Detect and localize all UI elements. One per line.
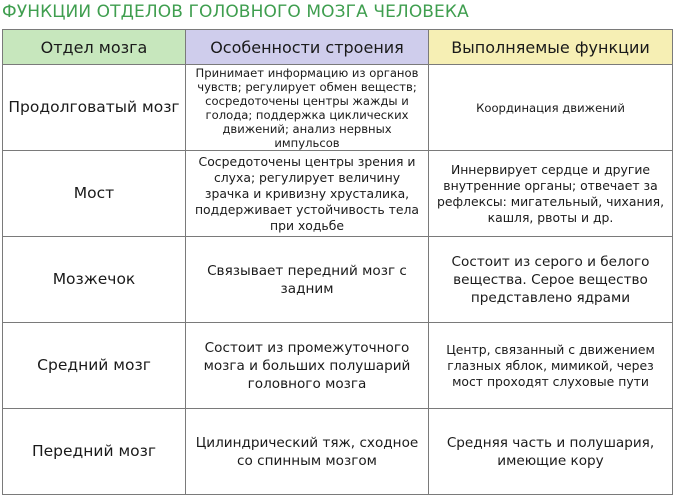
brain-functions-table — [2, 29, 673, 495]
table-row — [3, 237, 673, 323]
functions-cell: Средняя часть и полушария, имеющие кору — [429, 409, 673, 495]
structure-cell: Связывает передний мозг с задним — [186, 237, 429, 323]
section-cell: Передний мозг — [3, 409, 186, 495]
structure-cell: Цилиндрический тяж, сходное со спинным мозгом — [186, 409, 429, 495]
table-row — [3, 323, 673, 409]
functions-cell: Координация движений — [429, 65, 673, 151]
structure-cell: Сосредоточены центры зрения и слуха; регулирует величину зрачка и кривизну хрусталика, поддерживает устойчивость тела при ходьбе — [186, 151, 429, 237]
section-cell: Продолговатый мозг — [3, 65, 186, 151]
table-row — [3, 151, 673, 237]
functions-cell: Состоит из серого и белого вещества. Серое вещество представлено ядрами — [429, 237, 673, 323]
structure-cell: Состоит из промежуточного мозга и больших полушарий головного мозга — [186, 323, 429, 409]
functions-cell: Иннервирует сердце и другие внутренние органы; отвечает за рефлексы: мигательный, чихания, кашля, рвоты и др. — [429, 151, 673, 237]
header-functions: Выполняемые функции — [429, 30, 673, 65]
table-row — [3, 65, 673, 151]
page-title: ФУНКЦИИ ОТДЕЛОВ ГОЛОВНОГО МОЗГА ЧЕЛОВЕКА — [2, 2, 469, 22]
section-cell: Мозжечок — [3, 237, 186, 323]
section-cell: Мост — [3, 151, 186, 237]
structure-cell: Принимает информацию из органов чувств; регулирует обмен веществ; сосредоточены центры жажды и голода; поддержка циклических движений; анализ нервных импульсов — [186, 65, 429, 151]
section-cell: Средний мозг — [3, 323, 186, 409]
table-row — [3, 409, 673, 495]
table-header-row — [3, 30, 673, 65]
functions-cell: Центр, связанный с движением глазных яблок, мимикой, через мост проходят слуховые пути — [429, 323, 673, 409]
header-structure: Особенности строения — [186, 30, 429, 65]
header-section: Отдел мозга — [3, 30, 186, 65]
